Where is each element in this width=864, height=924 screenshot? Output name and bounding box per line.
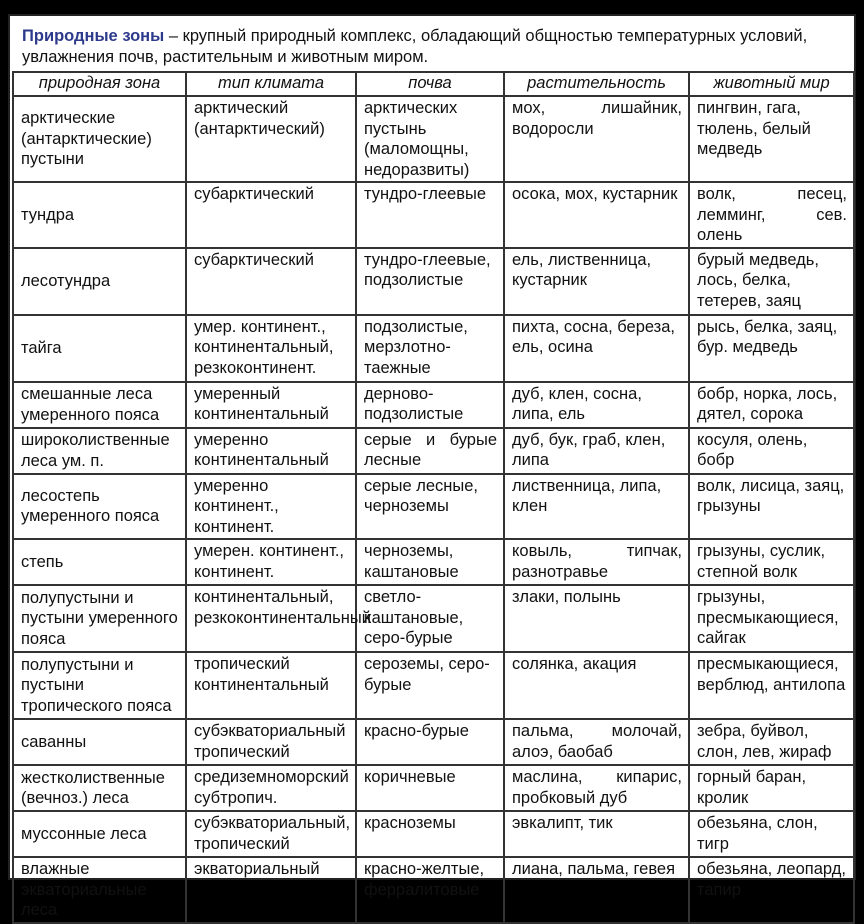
cell-vegetation: пальма, молочай, алоэ, баобаб <box>504 719 689 765</box>
table-row <box>13 719 854 765</box>
table-row <box>13 248 854 315</box>
cell-fauna: бобр, норка, лось, дятел, сорока <box>689 382 854 428</box>
cell-zone: тайга <box>13 315 186 382</box>
table-row <box>13 765 854 811</box>
cell-climate: умерен. континент., континент. <box>186 539 356 585</box>
cell-fauna: волк, лисица, заяц, грызуны <box>689 474 854 540</box>
cell-zone: смешанные леса умеренного пояса <box>13 382 186 428</box>
cell-zone: лесотундра <box>13 248 186 315</box>
cell-vegetation: мох, лишайник, водоросли <box>504 96 689 182</box>
cell-vegetation: пихта, сосна, береза, ель, осина <box>504 315 689 382</box>
cell-soil: коричневые <box>356 765 504 811</box>
cell-vegetation: эвкалипт, тик <box>504 811 689 857</box>
header-soil: почва <box>356 72 504 96</box>
cell-zone: тундра <box>13 182 186 248</box>
table-row <box>13 182 854 248</box>
table-row <box>13 428 854 474</box>
cell-climate: тропический континентальный <box>186 652 356 719</box>
cell-vegetation: лиственница, липа, клен <box>504 474 689 540</box>
cell-zone: широколиственные леса ум. п. <box>13 428 186 474</box>
cell-fauna: грызуны, пресмыкающиеся, сайгак <box>689 585 854 652</box>
cell-soil: дерново-подзолистые <box>356 382 504 428</box>
cell-climate: континентальный, резкоконтинентальный <box>186 585 356 652</box>
cell-soil: серые и бурые лесные <box>356 428 504 474</box>
definition-text: – крупный природный комплекс, обладающий общностью температурных условий, увлажнения почв, растительным и животным миром. <box>22 27 808 66</box>
cell-fauna: пингвин, гага, тюлень, белый медведь <box>689 96 854 182</box>
table-row <box>13 474 854 540</box>
cell-climate: экваториальный <box>186 857 356 923</box>
cell-zone: жестколиственные (вечноз.) леса <box>13 765 186 811</box>
table-row <box>13 585 854 652</box>
cell-zone: степь <box>13 539 186 585</box>
table-row <box>13 315 854 382</box>
cell-fauna: грызуны, суслик, степной волк <box>689 539 854 585</box>
cell-zone: лесостепь умеренного пояса <box>13 474 186 540</box>
cell-climate: субарктический <box>186 182 356 248</box>
table-row <box>13 811 854 857</box>
header-vegetation: растительность <box>504 72 689 96</box>
cell-zone: полупустыни и пустыни умеренного пояса <box>13 585 186 652</box>
cell-vegetation: дуб, бук, граб, клен, липа <box>504 428 689 474</box>
header-zone: природная зона <box>13 72 186 96</box>
cell-zone: муссонные леса <box>13 811 186 857</box>
document-page <box>8 14 856 919</box>
cell-vegetation: ковыль, типчак, разнотравье <box>504 539 689 585</box>
cell-climate: умер. континент., континентальный, резкоконтинент. <box>186 315 356 382</box>
cell-climate: субэкваториальный, тропический <box>186 811 356 857</box>
cell-soil: сероземы, серо-бурые <box>356 652 504 719</box>
cell-climate: умеренный континентальный <box>186 382 356 428</box>
definition-term: Природные зоны <box>22 27 165 45</box>
cell-zone: полупустыни и пустыни тропического пояса <box>13 652 186 719</box>
cell-soil: тундро-глеевые, подзолистые <box>356 248 504 315</box>
cell-soil: черноземы, каштановые <box>356 539 504 585</box>
cell-climate: субарктический <box>186 248 356 315</box>
cell-vegetation: осока, мох, кустарник <box>504 182 689 248</box>
table-header-row <box>13 72 854 96</box>
table-row <box>13 382 854 428</box>
cell-vegetation: ель, лиственница, кустарник <box>504 248 689 315</box>
cell-vegetation: лиана, пальма, гевея <box>504 857 689 923</box>
cell-fauna: бурый медведь, лось, белка, тетерев, заяц <box>689 248 854 315</box>
header-fauna: животный мир <box>689 72 854 96</box>
cell-vegetation: маслина, кипарис, пробковый дуб <box>504 765 689 811</box>
cell-vegetation: дуб, клен, сосна, липа, ель <box>504 382 689 428</box>
table-row <box>13 857 854 923</box>
cell-zone: арктические (антарктические) пустыни <box>13 96 186 182</box>
table-row <box>13 539 854 585</box>
cell-soil: красноземы <box>356 811 504 857</box>
natural-zones-table <box>12 71 855 924</box>
cell-vegetation: солянка, акация <box>504 652 689 719</box>
cell-fauna: рысь, белка, заяц, бур. медведь <box>689 315 854 382</box>
cell-zone: саванны <box>13 719 186 765</box>
cell-climate: арктический (антарктический) <box>186 96 356 182</box>
cell-soil: красно-бурые <box>356 719 504 765</box>
cell-fauna: пресмыкающиеся, верблюд, антилопа <box>689 652 854 719</box>
definition-paragraph <box>10 16 854 74</box>
table-row <box>13 652 854 719</box>
table-row <box>13 96 854 182</box>
cell-climate: средиземноморский субтропич. <box>186 765 356 811</box>
header-climate: тип климата <box>186 72 356 96</box>
cell-soil: светло-каштановые, серо-бурые <box>356 585 504 652</box>
cell-fauna: зебра, буйвол, слон, лев, жираф <box>689 719 854 765</box>
cell-zone: влажные экваториальные леса <box>13 857 186 923</box>
cell-soil: арктических пустынь (маломощны, недоразвиты) <box>356 96 504 182</box>
cell-fauna: обезьяна, слон, тигр <box>689 811 854 857</box>
cell-climate: субэкваториальный тропический <box>186 719 356 765</box>
cell-soil: красно-желтые, ферралитовые <box>356 857 504 923</box>
cell-soil: подзолистые, мерзлотно-таежные <box>356 315 504 382</box>
cell-soil: серые лесные, черноземы <box>356 474 504 540</box>
cell-fauna: косуля, олень, бобр <box>689 428 854 474</box>
cell-climate: умеренно континентальный <box>186 428 356 474</box>
cell-vegetation: злаки, полынь <box>504 585 689 652</box>
cell-fauna: волк, песец, лемминг, сев. олень <box>689 182 854 248</box>
cell-soil: тундро-глеевые <box>356 182 504 248</box>
cell-fauna: горный баран, кролик <box>689 765 854 811</box>
cell-fauna: обезьяна, леопард, тапир <box>689 857 854 923</box>
cell-climate: умеренно континент., континент. <box>186 474 356 540</box>
